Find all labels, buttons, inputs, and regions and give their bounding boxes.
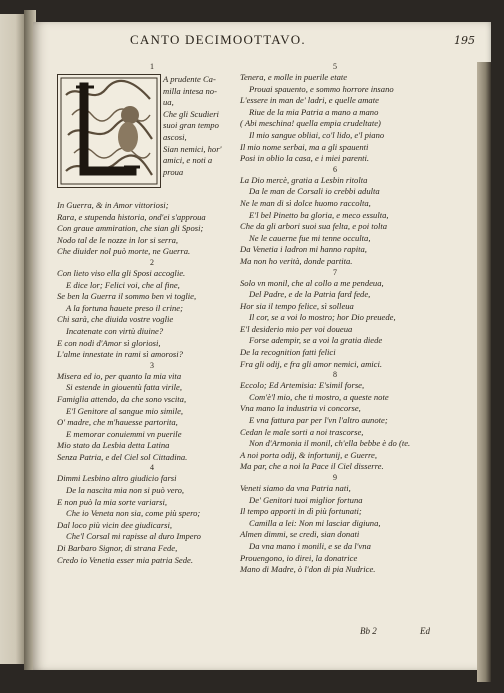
stanza-number: 2 xyxy=(150,257,154,267)
verse-line: Ne le man di sì dolce huomo raccolta, xyxy=(240,197,371,208)
facing-page-edge xyxy=(0,14,26,664)
verse-line: Famiglia attendo, da che sono vscita, xyxy=(57,393,187,404)
verse-line: Che da gli arbori suoi sua felta, e poi tolta xyxy=(240,221,388,232)
verse-line: Dimmi Lesbino altro giudicio farsi xyxy=(57,473,177,484)
verse-line: Il cor, se a voi lo mostro; hor Dio preuede, xyxy=(249,312,396,323)
verse-line: A prudente Ca- xyxy=(163,74,216,84)
stanza-number: 1 xyxy=(150,62,154,71)
stanza-number: 3 xyxy=(150,360,154,370)
verse-line: Camilla a lei: Non mi lasciar digiuna, xyxy=(249,517,381,528)
verse-line: Veneti siamo da vna Patria nati, xyxy=(240,483,351,493)
verse-line: Sian nemici, hor' xyxy=(163,143,222,154)
stanza-number: 5 xyxy=(333,62,337,71)
verse-line: Almen dimmi, se credi, sian donati xyxy=(240,529,360,540)
verse-line: Ma non ho verità, donde partita. xyxy=(240,255,353,266)
right-column xyxy=(240,62,430,576)
verse-line: Vna mano la industria vi concorse, xyxy=(240,403,361,414)
verse-line: proua xyxy=(163,166,184,177)
verse-line: E dice lor; Felici voi, che al fine, xyxy=(66,279,180,290)
verse-line: Mio stato da Lesbia detta Latina xyxy=(57,440,170,451)
page-fore-edge xyxy=(477,62,491,682)
verse-line: Da Venetia i ladron mi hanno rapita, xyxy=(240,244,367,255)
verse-line: suoi gran tempo xyxy=(163,120,219,131)
verse-line: milla intesa no- xyxy=(163,85,217,96)
verse-line: De la recognition fatti felici xyxy=(240,347,336,358)
verse-line: E con nodi d'Amor sì gloriosi, xyxy=(57,337,161,348)
verse-line: De' Genitori tuoi miglior fortuna xyxy=(249,494,363,505)
verse-line: Solo vn monil, che al collo a me pendeua, xyxy=(240,277,384,288)
verse-line: Da le man de Corsali io crebbi adulta xyxy=(249,186,380,197)
verse-line: O' madre, che m'hauesse partorita, xyxy=(57,417,178,428)
verse-line: ascosi, xyxy=(163,131,187,142)
verse-line: Che diuider nol può morte, ne Guerra. xyxy=(57,246,191,257)
verse-line: De la nascita mia non si può vero, xyxy=(66,485,185,496)
verse-line: Del Padre, e de la Patria fard fede, xyxy=(249,289,371,300)
verse-line: ( Abi meschina! quella empia crudeltate) xyxy=(240,118,381,129)
catchword: Ed xyxy=(420,626,430,636)
verse-line: L'alme innestate in rami sì amorosi? xyxy=(57,349,183,360)
verse-line: Prouengono, io direi, la donatrice xyxy=(240,552,358,563)
verse-line: Fra gli odij, e fra gli amor nemici, amici. xyxy=(240,358,383,369)
verse-line: Credo io Venetia esser mia patria Sede. xyxy=(57,554,193,565)
text-beside-initial xyxy=(163,74,247,178)
verse-line: Prouai spauento, e sommo horrore insano xyxy=(249,83,394,94)
ornament-initial-icon xyxy=(58,75,160,187)
verse-line: Tenera, e molle in puerile etate xyxy=(240,72,348,82)
verse-line: Non d'Armonia il monil, ch'ella bebbe è do (te. xyxy=(249,438,411,449)
verse-line: Che'l Corsal mi rapisse al duro Impero xyxy=(66,531,201,542)
verse-line: E vna fattura par per l'vn l'altro aunote; xyxy=(249,415,388,426)
verse-line: Da vna mano i monili, e se da l'vna xyxy=(249,540,371,551)
page-number: 195 xyxy=(454,34,475,47)
verse-line: Com'è'l mio, che ti mostro, a queste note xyxy=(249,391,389,402)
left-column xyxy=(57,62,247,566)
stanza-number: 8 xyxy=(333,370,337,380)
decorated-initial xyxy=(57,74,161,188)
verse-line: E non può la mia sorte variarsi, xyxy=(57,496,168,507)
verse-line: Misera ed io, per quanto la mia vita xyxy=(57,370,182,381)
verse-line: In Guerra, & in Amor vittoriosi; xyxy=(57,200,169,210)
verse-line: Con lieto viso ella gli Sposi accoglie. xyxy=(57,267,186,278)
verse-line: Rara, e stupenda historia, ond'ei s'approua xyxy=(57,211,206,222)
verse-line: Chi sarà, che diuida vostre voglie xyxy=(57,314,174,325)
verse-line: E'l desiderio mio per voi doueua xyxy=(240,323,353,334)
verse-line: ua, xyxy=(163,97,174,108)
verse-line: Cedan le male sorti a noi trascorse, xyxy=(240,426,364,437)
verse-line: Ma par, che a noi la Pace il Ciel disserre. xyxy=(240,461,384,472)
verse-line: Il mio sangue obliai, co'l lido, e'l piano xyxy=(249,129,385,140)
verse-line: Riue de la mia Patria a mano a mano xyxy=(249,106,379,117)
verse-line: Nodo tal de le nozze in lor si serra, xyxy=(57,234,179,245)
verse-line: Ne le cauerne fue mi tenne occulta, xyxy=(249,232,371,243)
verse-line: Incatenate con virtù diuine? xyxy=(66,325,164,336)
opening-block xyxy=(57,72,247,200)
verse-line: E'l bel Pinetto ba gloria, e meco essulta, xyxy=(249,209,389,220)
verse-line: Senza Patria, e del Ciel sol Cittadina. xyxy=(57,451,188,462)
verse-line: E'l Genitore al sangue mio simile, xyxy=(66,405,184,416)
verse-line: Hor sia il tempo felice, sì solleua xyxy=(240,300,354,311)
verse-line: Di Barbaro Signor, di strana Fede, xyxy=(57,543,178,554)
verse-line: Posi in oblio la casa, e i miei parenti. xyxy=(240,153,370,164)
verse-line: L'essere in man de' ladri, e quelle amate xyxy=(240,95,379,106)
verse-line: amici, e noti a xyxy=(163,155,213,166)
verse-line: Che io Veneta non sia, come più spero; xyxy=(66,508,201,519)
verse-line: Forse adempir, se a voi la gratia diede xyxy=(249,335,383,346)
verse-line: Si estende in giouentù fatta virile, xyxy=(66,382,182,393)
verse-line: Se ben la Guerra il sommo ben vi toglie, xyxy=(57,291,197,302)
running-head: CANTO DECIMOOTTAVO. xyxy=(130,32,306,47)
verse-line: Che gli Scudieri xyxy=(163,108,219,119)
stanza-number: 9 xyxy=(333,473,337,482)
verse-line: Eccolo; Ed Artemisia: E'simil forse, xyxy=(240,380,365,391)
stanza-number: 7 xyxy=(333,267,337,277)
verse-line: A la fortuna hauete preso il crine; xyxy=(66,302,183,313)
verse-line: Dal loco più vicin dee giudicarsi, xyxy=(57,519,173,530)
stanza-number: 6 xyxy=(333,164,337,174)
signature-mark: Bb 2 xyxy=(360,626,377,636)
verse-line: A noi porta odij, & infortunij, e Guerre, xyxy=(240,449,378,460)
verse-line: Il mio nome serbai, ma a gli spauenti xyxy=(240,141,369,152)
verse-line: Con graue ammiration, che sian gli Sposi; xyxy=(57,223,204,234)
stanza-number: 4 xyxy=(150,463,154,473)
verse-line: E memorar conuiemmi vn puerile xyxy=(66,428,182,439)
verse-line: Mano di Madre, ò l'don di pia Nudrice. xyxy=(240,564,376,575)
verse-line: Il tempo apporti in dì più fortunati; xyxy=(240,506,362,517)
verse-line: La Dio mercè, gratia a Lesbin ritolta xyxy=(240,174,368,185)
